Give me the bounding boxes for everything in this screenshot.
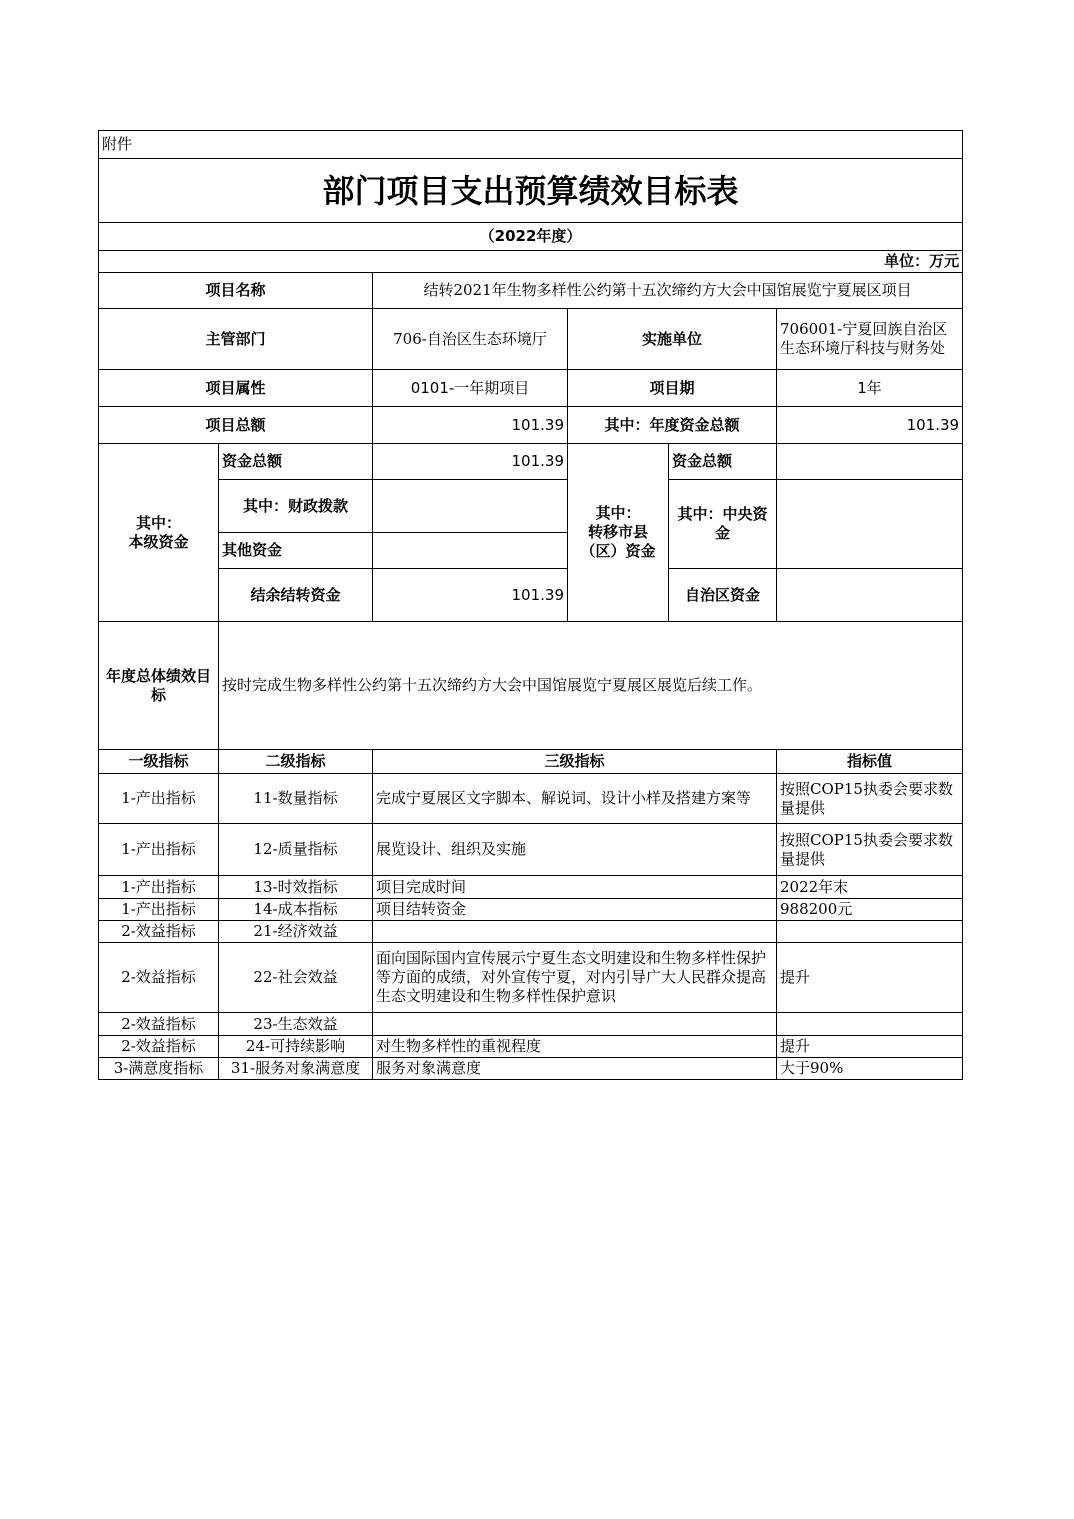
indicator-value bbox=[777, 921, 963, 943]
indicator-value: 大于90% bbox=[777, 1058, 963, 1080]
transfer-region-label: 自治区资金 bbox=[669, 569, 777, 622]
performance-target-table bbox=[98, 130, 963, 1080]
indicator-l2: 11-数量指标 bbox=[219, 774, 373, 824]
attachment-label: 附件 bbox=[99, 131, 963, 159]
impl-value: 706001-宁夏回族自治区生态环境厅科技与财务处 bbox=[777, 309, 963, 370]
year-label: （2022年度） bbox=[99, 223, 963, 251]
indicator-l3: 展览设计、组织及实施 bbox=[373, 824, 777, 876]
transfer-central-label: 其中：中央资金 bbox=[669, 480, 777, 569]
dept-label: 主管部门 bbox=[99, 309, 373, 370]
indicator-l3: 项目完成时间 bbox=[373, 876, 777, 899]
indicator-l1: 3-满意度指标 bbox=[99, 1058, 219, 1080]
local-fiscal-label: 其中：财政拨款 bbox=[219, 480, 373, 533]
local-other-value bbox=[373, 533, 568, 569]
local-funds-group-label: 其中： 本级资金 bbox=[99, 444, 219, 622]
indicator-l1: 1-产出指标 bbox=[99, 876, 219, 899]
indicator-l3: 完成宁夏展区文字脚本、解说词、设计小样及搭建方案等 bbox=[373, 774, 777, 824]
transfer-funds-group-label: 其中： 转移市县（区）资金 bbox=[568, 444, 669, 622]
total-label: 项目总额 bbox=[99, 407, 373, 444]
indicator-l1: 2-效益指标 bbox=[99, 1036, 219, 1058]
header-value: 指标值 bbox=[777, 750, 963, 774]
project-name-value: 结转2021年生物多样性公约第十五次缔约方大会中国馆展览宁夏展区项目 bbox=[373, 273, 963, 309]
goal-value: 按时完成生物多样性公约第十五次缔约方大会中国馆展览宁夏展区展览后续工作。 bbox=[219, 622, 963, 750]
annual-total-value: 101.39 bbox=[777, 407, 963, 444]
indicator-l3 bbox=[373, 1013, 777, 1036]
indicator-l3: 服务对象满意度 bbox=[373, 1058, 777, 1080]
local-carry-label: 结余结转资金 bbox=[219, 569, 373, 622]
indicator-l1: 2-效益指标 bbox=[99, 921, 219, 943]
indicator-l2: 21-经济效益 bbox=[219, 921, 373, 943]
local-fiscal-value bbox=[373, 480, 568, 533]
attr-value: 0101-一年期项目 bbox=[373, 370, 568, 407]
period-label: 项目期 bbox=[568, 370, 777, 407]
impl-label: 实施单位 bbox=[568, 309, 777, 370]
attr-label: 项目属性 bbox=[99, 370, 373, 407]
local-total-label: 资金总额 bbox=[219, 444, 373, 480]
local-other-label: 其他资金 bbox=[219, 533, 373, 569]
indicator-l3: 项目结转资金 bbox=[373, 899, 777, 921]
indicator-value bbox=[777, 1013, 963, 1036]
transfer-region-value bbox=[777, 569, 963, 622]
indicator-l1: 1-产出指标 bbox=[99, 774, 219, 824]
indicator-l3 bbox=[373, 921, 777, 943]
indicator-l2: 13-时效指标 bbox=[219, 876, 373, 899]
indicator-l2: 14-成本指标 bbox=[219, 899, 373, 921]
indicator-l1: 1-产出指标 bbox=[99, 899, 219, 921]
goal-label: 年度总体绩效目标 bbox=[99, 622, 219, 750]
indicator-l3: 面向国际国内宣传展示宁夏生态文明建设和生物多样性保护等方面的成绩，对外宣传宁夏，对内引导广大人民群众提高生态文明建设和生物多样性保护意识 bbox=[373, 943, 777, 1013]
period-value: 1年 bbox=[777, 370, 963, 407]
header-level3: 三级指标 bbox=[373, 750, 777, 774]
indicator-l2: 31-服务对象满意度 bbox=[219, 1058, 373, 1080]
total-value: 101.39 bbox=[373, 407, 568, 444]
indicator-l2: 22-社会效益 bbox=[219, 943, 373, 1013]
indicator-value: 988200元 bbox=[777, 899, 963, 921]
local-total-value: 101.39 bbox=[373, 444, 568, 480]
indicator-value: 提升 bbox=[777, 943, 963, 1013]
page-title: 部门项目支出预算绩效目标表 bbox=[99, 159, 963, 223]
header-level1: 一级指标 bbox=[99, 750, 219, 774]
indicator-value: 按照COP15执委会要求数量提供 bbox=[777, 774, 963, 824]
indicator-value: 2022年末 bbox=[777, 876, 963, 899]
indicator-value: 提升 bbox=[777, 1036, 963, 1058]
indicator-l2: 24-可持续影响 bbox=[219, 1036, 373, 1058]
indicator-l1: 2-效益指标 bbox=[99, 943, 219, 1013]
indicator-l3: 对生物多样性的重视程度 bbox=[373, 1036, 777, 1058]
indicator-l1: 2-效益指标 bbox=[99, 1013, 219, 1036]
dept-value: 706-自治区生态环境厅 bbox=[373, 309, 568, 370]
unit-label: 单位：万元 bbox=[99, 251, 963, 273]
indicator-l2: 23-生态效益 bbox=[219, 1013, 373, 1036]
indicator-value: 按照COP15执委会要求数量提供 bbox=[777, 824, 963, 876]
transfer-central-value bbox=[777, 480, 963, 569]
header-level2: 二级指标 bbox=[219, 750, 373, 774]
local-carry-value: 101.39 bbox=[373, 569, 568, 622]
transfer-total-value bbox=[777, 444, 963, 480]
annual-total-label: 其中：年度资金总额 bbox=[568, 407, 777, 444]
project-name-label: 项目名称 bbox=[99, 273, 373, 309]
transfer-total-label: 资金总额 bbox=[669, 444, 777, 480]
indicator-l1: 1-产出指标 bbox=[99, 824, 219, 876]
indicator-l2: 12-质量指标 bbox=[219, 824, 373, 876]
